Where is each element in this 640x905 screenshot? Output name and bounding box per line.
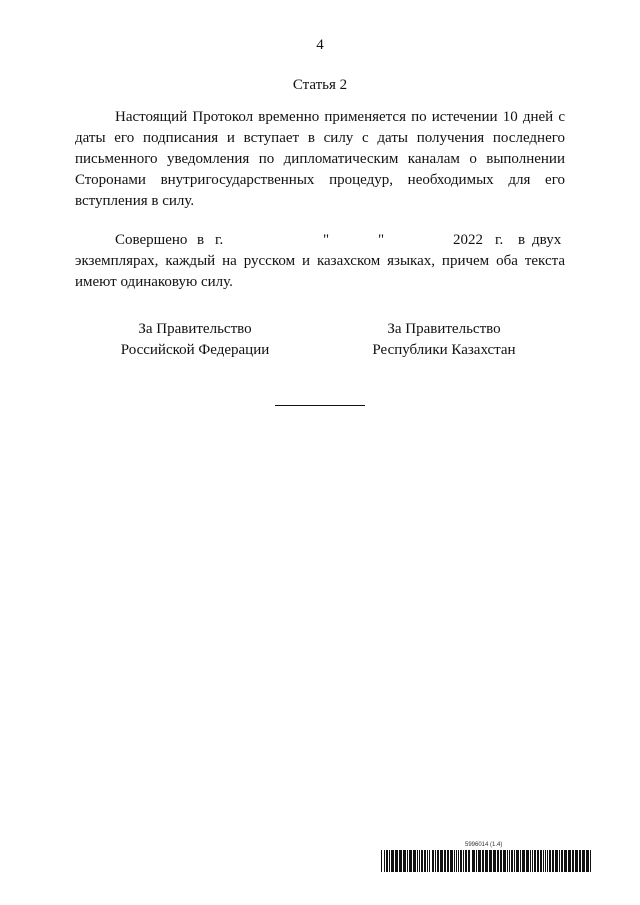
signature-kazakhstan-line2: Республики Казахстан [372,342,516,358]
quote-open: " [323,232,330,248]
done-word: Совершено [115,232,188,248]
signature-block-russia [85,319,305,361]
page-number: 4 [316,37,324,53]
barcode-image [381,850,591,872]
article-title: Статья 2 [292,77,348,93]
end-divider [275,405,365,406]
year-abbrev: г. [495,232,504,248]
signature-russia-line1: За Правительство [138,321,252,337]
signature-russia-line2: Российской Федерации [120,342,270,358]
done-in-word: в [197,232,205,248]
paragraph-article-2-text: Настоящий Протокол временно применяется по истечении 10 дней с даты его подписания и вступает в силу с даты получения последнего письменного уведомления по дипломатическим каналам о выполнении Сторонами внутригосударственных процедур, необходимых для его вступления в силу. [75,109,565,209]
barcode-label: 5996014 (1.4) [465,842,503,848]
city-abbrev: г. [215,232,224,248]
two-word: двух [532,232,562,248]
in-word: в [518,232,526,248]
signature-kazakhstan-line1: За Правительство [387,321,501,337]
year: 2022 [453,232,483,248]
paragraph-article-2 [75,107,565,212]
signature-block-kazakhstan [334,319,554,361]
quote-close: " [378,232,385,248]
paragraph-copies: экземплярах, каждый на русском и казахском языках, причем оба текста имеют одинаковую силу. [75,253,565,290]
